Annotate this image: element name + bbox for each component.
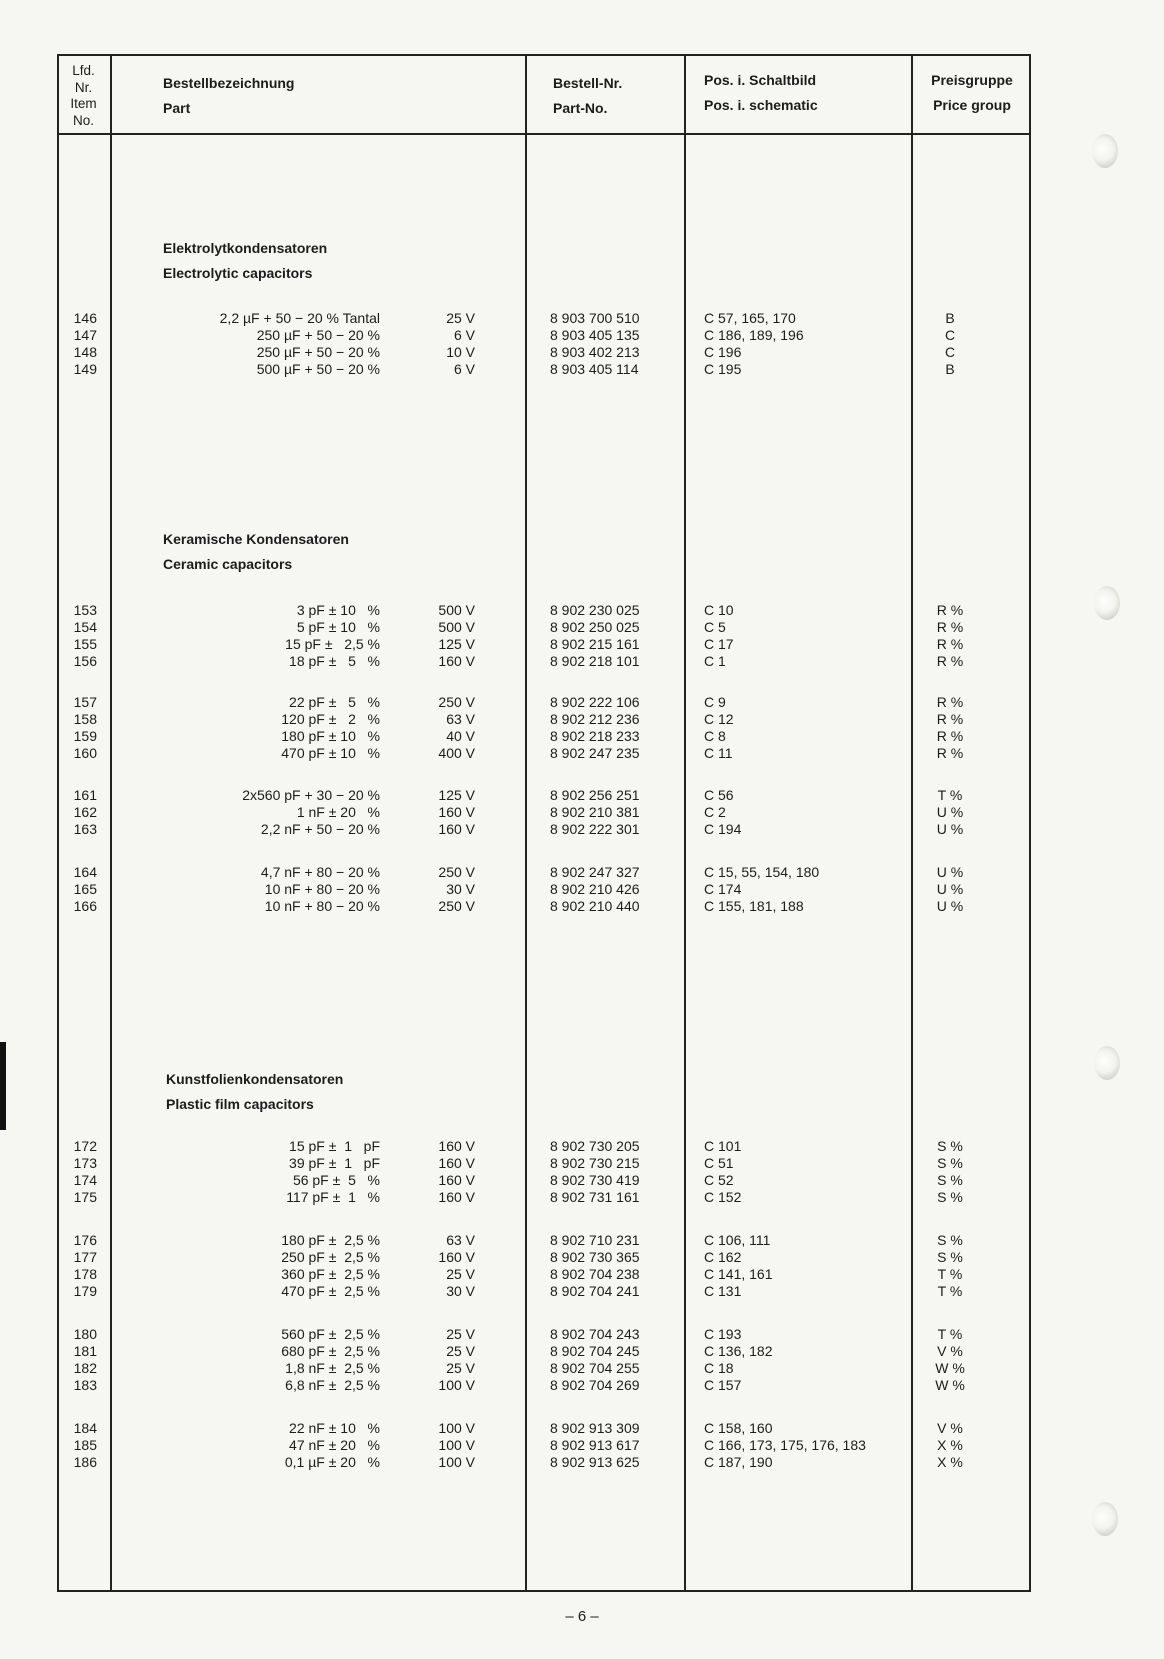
price-group: R %	[936, 694, 964, 710]
rated-voltage: 100 V	[438, 1454, 475, 1470]
schematic-position: C 8	[704, 728, 726, 744]
rated-voltage: 100 V	[438, 1420, 475, 1436]
part-number: 8 902 913 625	[550, 1454, 640, 1470]
item-number: 164	[73, 864, 97, 880]
part-description: 22 pF ± 5 %	[289, 694, 380, 710]
part-number: 8 903 700 510	[550, 310, 640, 326]
table-row	[0, 602, 1164, 619]
section-title-de: Keramische Kondensatoren	[163, 531, 349, 547]
table-row	[0, 1377, 1164, 1394]
part-number: 8 902 247 327	[550, 864, 640, 880]
schematic-position: C 136, 182	[704, 1343, 773, 1359]
price-group: V %	[937, 1420, 963, 1436]
part-description: 180 pF ± 10 %	[281, 728, 380, 744]
table-row	[0, 1172, 1164, 1189]
rated-voltage: 100 V	[438, 1377, 475, 1393]
schematic-position: C 141, 161	[704, 1266, 773, 1282]
table-row	[0, 1155, 1164, 1172]
header-item-no-line: Nr.	[74, 79, 93, 95]
table-row	[0, 728, 1164, 745]
price-group: S %	[937, 1172, 963, 1188]
header-price-en: Price group	[933, 97, 1011, 113]
schematic-position: C 106, 111	[704, 1232, 771, 1248]
item-number: 177	[73, 1249, 97, 1265]
header-price-group	[918, 68, 1026, 118]
item-number: 155	[73, 636, 97, 652]
schematic-position: C 18	[704, 1360, 734, 1376]
item-number: 154	[73, 619, 97, 635]
part-number: 8 902 710 231	[550, 1232, 640, 1248]
schematic-position: C 52	[704, 1172, 734, 1188]
rated-voltage: 10 V	[446, 344, 475, 360]
price-group: U %	[936, 821, 964, 837]
schematic-position: C 194	[704, 821, 742, 837]
section-title-en: Ceramic capacitors	[163, 556, 293, 572]
table-row	[0, 344, 1164, 361]
part-number: 8 903 405 135	[550, 327, 640, 343]
part-number: 8 902 913 617	[550, 1437, 640, 1453]
header-item-no-line: Lfd.	[72, 63, 95, 78]
table-row	[0, 694, 1164, 711]
table-row	[0, 821, 1164, 838]
item-number: 147	[73, 327, 97, 343]
price-group: R %	[936, 602, 964, 618]
part-number: 8 902 218 233	[550, 728, 640, 744]
rated-voltage: 100 V	[438, 1437, 475, 1453]
header-item-no-line: Item	[70, 96, 97, 111]
item-number: 181	[73, 1343, 97, 1359]
table-row	[0, 1420, 1164, 1437]
price-group: S %	[937, 1138, 963, 1154]
rated-voltage: 30 V	[446, 881, 475, 897]
part-description: 18 pF ± 5 %	[289, 653, 380, 669]
schematic-position: C 187, 190	[704, 1454, 773, 1470]
part-number: 8 902 704 255	[550, 1360, 640, 1376]
item-number: 172	[73, 1138, 97, 1154]
price-group: U %	[936, 804, 964, 820]
header-item-no	[57, 63, 110, 129]
table-row	[0, 653, 1164, 670]
part-description: 470 pF ± 2,5 %	[281, 1283, 380, 1299]
part-description: 250 pF ± 2,5 %	[281, 1249, 380, 1265]
header-part-de: Bestellbezeichnung	[163, 75, 295, 91]
part-description: 15 pF ± 1 pF	[289, 1138, 380, 1154]
part-number: 8 902 210 426	[550, 881, 640, 897]
part-number: 8 902 704 269	[550, 1377, 640, 1393]
part-description: 2,2 nF + 50 − 20 %	[260, 821, 380, 837]
header-position	[704, 68, 818, 118]
binder-hole	[1092, 134, 1118, 168]
table-row	[0, 1189, 1164, 1206]
item-number: 153	[73, 602, 97, 618]
section-title-en: Plastic film capacitors	[166, 1096, 314, 1112]
table-row	[0, 745, 1164, 762]
rated-voltage: 25 V	[446, 1326, 475, 1342]
table-row	[0, 881, 1164, 898]
header-pos-en: Pos. i. schematic	[704, 97, 818, 113]
part-description: 470 pF ± 10 %	[281, 745, 380, 761]
item-number: 166	[73, 898, 97, 914]
price-group: S %	[937, 1232, 963, 1248]
schematic-position: C 2	[704, 804, 726, 820]
rated-voltage: 6 V	[453, 327, 475, 343]
price-group: S %	[937, 1155, 963, 1171]
part-number: 8 902 247 235	[550, 745, 640, 761]
part-description: 2,2 µF + 50 − 20 % Tantal	[219, 310, 380, 326]
table-row	[0, 1249, 1164, 1266]
price-group: U %	[936, 898, 964, 914]
page-number: – 6 –	[565, 1608, 599, 1625]
item-number: 159	[73, 728, 97, 744]
part-description: 1 nF ± 20 %	[296, 804, 380, 820]
schematic-position: C 193	[704, 1326, 742, 1342]
item-number: 146	[73, 310, 97, 326]
schematic-position: C 17	[704, 636, 734, 652]
part-number: 8 902 704 241	[550, 1283, 640, 1299]
table-row	[0, 1266, 1164, 1283]
part-description: 10 nF + 80 − 20 %	[264, 881, 380, 897]
header-divider	[57, 133, 1031, 135]
price-group: S %	[937, 1189, 963, 1205]
item-number: 148	[73, 344, 97, 360]
rated-voltage: 160 V	[438, 1189, 475, 1205]
price-group: W %	[935, 1360, 965, 1376]
table-row	[0, 327, 1164, 344]
rated-voltage: 30 V	[446, 1283, 475, 1299]
part-description: 250 µF + 50 − 20 %	[256, 344, 380, 360]
part-number: 8 902 210 381	[550, 804, 640, 820]
rated-voltage: 500 V	[438, 619, 475, 635]
part-number: 8 902 250 025	[550, 619, 640, 635]
item-number: 158	[73, 711, 97, 727]
part-description: 0,1 µF ± 20 %	[284, 1454, 380, 1470]
rated-voltage: 250 V	[438, 694, 475, 710]
schematic-position: C 11	[704, 745, 733, 761]
schematic-position: C 174	[704, 881, 742, 897]
part-description: 180 pF ± 2,5 %	[281, 1232, 380, 1248]
header-part	[163, 71, 294, 121]
part-number: 8 902 704 245	[550, 1343, 640, 1359]
price-group: U %	[936, 864, 964, 880]
schematic-position: C 15, 55, 154, 180	[704, 864, 820, 880]
item-number: 162	[73, 804, 97, 820]
price-group: B	[945, 361, 955, 377]
part-description: 120 pF ± 2 %	[281, 711, 380, 727]
price-group: T %	[937, 1326, 963, 1342]
table-row	[0, 636, 1164, 653]
table-row	[0, 310, 1164, 327]
part-number: 8 902 230 025	[550, 602, 640, 618]
part-description: 22 nF ± 10 %	[289, 1420, 380, 1436]
price-group: C	[944, 327, 956, 343]
schematic-position: C 186, 189, 196	[704, 327, 804, 343]
part-description: 500 µF + 50 − 20 %	[256, 361, 380, 377]
part-description: 56 pF ± 5 %	[292, 1172, 380, 1188]
item-number: 163	[73, 821, 97, 837]
price-group: R %	[936, 745, 964, 761]
schematic-position: C 157	[704, 1377, 742, 1393]
price-group: R %	[936, 728, 964, 744]
item-number: 180	[73, 1326, 97, 1342]
section-heading-electrolytic	[163, 236, 327, 286]
rated-voltage: 160 V	[438, 1249, 475, 1265]
rated-voltage: 160 V	[438, 1155, 475, 1171]
part-description: 2x560 pF + 30 − 20 %	[242, 787, 380, 803]
schematic-position: C 51	[704, 1155, 734, 1171]
item-number: 175	[73, 1189, 97, 1205]
price-group: B	[945, 310, 955, 326]
schematic-position: C 196	[704, 344, 742, 360]
rated-voltage: 160 V	[438, 653, 475, 669]
rated-voltage: 6 V	[453, 361, 475, 377]
part-description: 360 pF ± 2,5 %	[281, 1266, 380, 1282]
item-number: 165	[73, 881, 97, 897]
header-order-de: Bestell-Nr.	[553, 75, 623, 91]
header-item-no-line: No.	[72, 112, 94, 128]
schematic-position: C 57, 165, 170	[704, 310, 796, 326]
price-group: X %	[937, 1454, 963, 1470]
item-number: 185	[73, 1437, 97, 1453]
part-number: 8 902 256 251	[550, 787, 640, 803]
item-number: 176	[73, 1232, 97, 1248]
part-description: 47 nF ± 20 %	[289, 1437, 380, 1453]
header-price-de: Preisgruppe	[931, 72, 1013, 88]
part-number: 8 902 215 161	[550, 636, 640, 652]
schematic-position: C 101	[704, 1138, 742, 1154]
price-group: R %	[936, 619, 964, 635]
header-order-en: Part-No.	[553, 100, 608, 116]
part-number: 8 903 402 213	[550, 344, 640, 360]
part-number: 8 902 913 309	[550, 1420, 640, 1436]
part-description: 3 pF ± 10 %	[296, 602, 380, 618]
binder-hole	[1094, 1046, 1120, 1080]
rated-voltage: 400 V	[438, 745, 475, 761]
rated-voltage: 125 V	[438, 636, 475, 652]
scan-edge-mark	[0, 1042, 6, 1130]
part-description: 5 pF ± 10 %	[296, 619, 380, 635]
part-description: 10 nF + 80 − 20 %	[264, 898, 380, 914]
schematic-position: C 195	[704, 361, 742, 377]
item-number: 149	[73, 361, 97, 377]
rated-voltage: 160 V	[438, 1172, 475, 1188]
part-number: 8 902 731 161	[550, 1189, 640, 1205]
rated-voltage: 250 V	[438, 864, 475, 880]
schematic-position: C 1	[704, 653, 726, 669]
schematic-position: C 152	[704, 1189, 742, 1205]
item-number: 182	[73, 1360, 97, 1376]
price-group: C	[944, 344, 956, 360]
rated-voltage: 25 V	[446, 1360, 475, 1376]
item-number: 186	[73, 1454, 97, 1470]
part-number: 8 902 730 365	[550, 1249, 640, 1265]
schematic-position: C 155, 181, 188	[704, 898, 804, 914]
price-group: T %	[937, 1283, 963, 1299]
item-number: 157	[73, 694, 97, 710]
price-group: R %	[936, 653, 964, 669]
part-number: 8 902 212 236	[550, 711, 640, 727]
rated-voltage: 25 V	[446, 310, 475, 326]
part-description: 250 µF + 50 − 20 %	[256, 327, 380, 343]
price-group: V %	[937, 1343, 963, 1359]
item-number: 179	[73, 1283, 97, 1299]
part-number: 8 902 730 215	[550, 1155, 640, 1171]
table-row	[0, 898, 1164, 915]
part-number: 8 902 222 301	[550, 821, 640, 837]
table-row	[0, 1326, 1164, 1343]
header-part-en: Part	[163, 100, 191, 116]
item-number: 183	[73, 1377, 97, 1393]
header-order-no	[553, 71, 622, 121]
table-row	[0, 711, 1164, 728]
price-group: W %	[935, 1377, 965, 1393]
rated-voltage: 125 V	[438, 787, 475, 803]
schematic-position: C 162	[704, 1249, 742, 1265]
table-row	[0, 1138, 1164, 1155]
rated-voltage: 250 V	[438, 898, 475, 914]
table-row	[0, 619, 1164, 636]
section-title-de: Kunstfolienkondensatoren	[166, 1071, 344, 1087]
header-pos-de: Pos. i. Schaltbild	[704, 72, 817, 88]
table-row	[0, 1454, 1164, 1471]
item-number: 178	[73, 1266, 97, 1282]
part-description: 560 pF ± 2,5 %	[281, 1326, 380, 1342]
table-row	[0, 1343, 1164, 1360]
part-description: 117 pF ± 1 %	[286, 1189, 380, 1205]
part-number: 8 902 218 101	[550, 653, 640, 669]
part-description: 15 pF ± 2,5 %	[285, 636, 380, 652]
rated-voltage: 160 V	[438, 804, 475, 820]
rated-voltage: 63 V	[446, 1232, 475, 1248]
binder-hole	[1092, 1502, 1118, 1536]
item-number: 156	[73, 653, 97, 669]
schematic-position: C 158, 160	[704, 1420, 773, 1436]
rated-voltage: 40 V	[446, 728, 475, 744]
item-number: 160	[73, 745, 97, 761]
section-title-en: Electrolytic capacitors	[163, 265, 313, 281]
part-description: 39 pF ± 1 pF	[289, 1155, 380, 1171]
part-number: 8 902 730 205	[550, 1138, 640, 1154]
schematic-position: C 56	[704, 787, 734, 803]
schematic-position: C 5	[704, 619, 726, 635]
rated-voltage: 25 V	[446, 1266, 475, 1282]
rated-voltage: 63 V	[446, 711, 475, 727]
part-number: 8 902 730 419	[550, 1172, 640, 1188]
section-heading-plastic-film	[166, 1067, 343, 1117]
item-number: 184	[73, 1420, 97, 1436]
schematic-position: C 166, 173, 175, 176, 183	[704, 1437, 866, 1453]
section-title-de: Elektrolytkondensatoren	[163, 240, 328, 256]
schematic-position: C 10	[704, 602, 734, 618]
price-group: X %	[937, 1437, 963, 1453]
price-group: T %	[937, 787, 963, 803]
item-number: 174	[73, 1172, 97, 1188]
price-group: R %	[936, 636, 964, 652]
table-row	[0, 1360, 1164, 1377]
schematic-position: C 131	[704, 1283, 742, 1299]
price-group: R %	[936, 711, 964, 727]
part-number: 8 902 222 106	[550, 694, 640, 710]
price-group: U %	[936, 881, 964, 897]
rated-voltage: 25 V	[446, 1343, 475, 1359]
price-group: S %	[937, 1249, 963, 1265]
rated-voltage: 500 V	[438, 602, 475, 618]
part-description: 4,7 nF + 80 − 20 %	[260, 864, 380, 880]
part-number: 8 902 704 238	[550, 1266, 640, 1282]
part-description: 1,8 nF ± 2,5 %	[285, 1360, 380, 1376]
item-number: 161	[73, 787, 97, 803]
part-description: 6,8 nF ± 2,5 %	[285, 1377, 380, 1393]
item-number: 173	[73, 1155, 97, 1171]
part-number: 8 903 405 114	[550, 361, 639, 377]
schematic-position: C 12	[704, 711, 734, 727]
table-row	[0, 1232, 1164, 1249]
table-row	[0, 1283, 1164, 1300]
table-row	[0, 864, 1164, 881]
part-number: 8 902 704 243	[550, 1326, 640, 1342]
table-row	[0, 1437, 1164, 1454]
part-number: 8 902 210 440	[550, 898, 640, 914]
table-row	[0, 787, 1164, 804]
section-heading-ceramic	[163, 527, 349, 577]
table-row	[0, 361, 1164, 378]
schematic-position: C 9	[704, 694, 726, 710]
part-description: 680 pF ± 2,5 %	[281, 1343, 380, 1359]
table-row	[0, 804, 1164, 821]
rated-voltage: 160 V	[438, 1138, 475, 1154]
price-group: T %	[937, 1266, 963, 1282]
rated-voltage: 160 V	[438, 821, 475, 837]
